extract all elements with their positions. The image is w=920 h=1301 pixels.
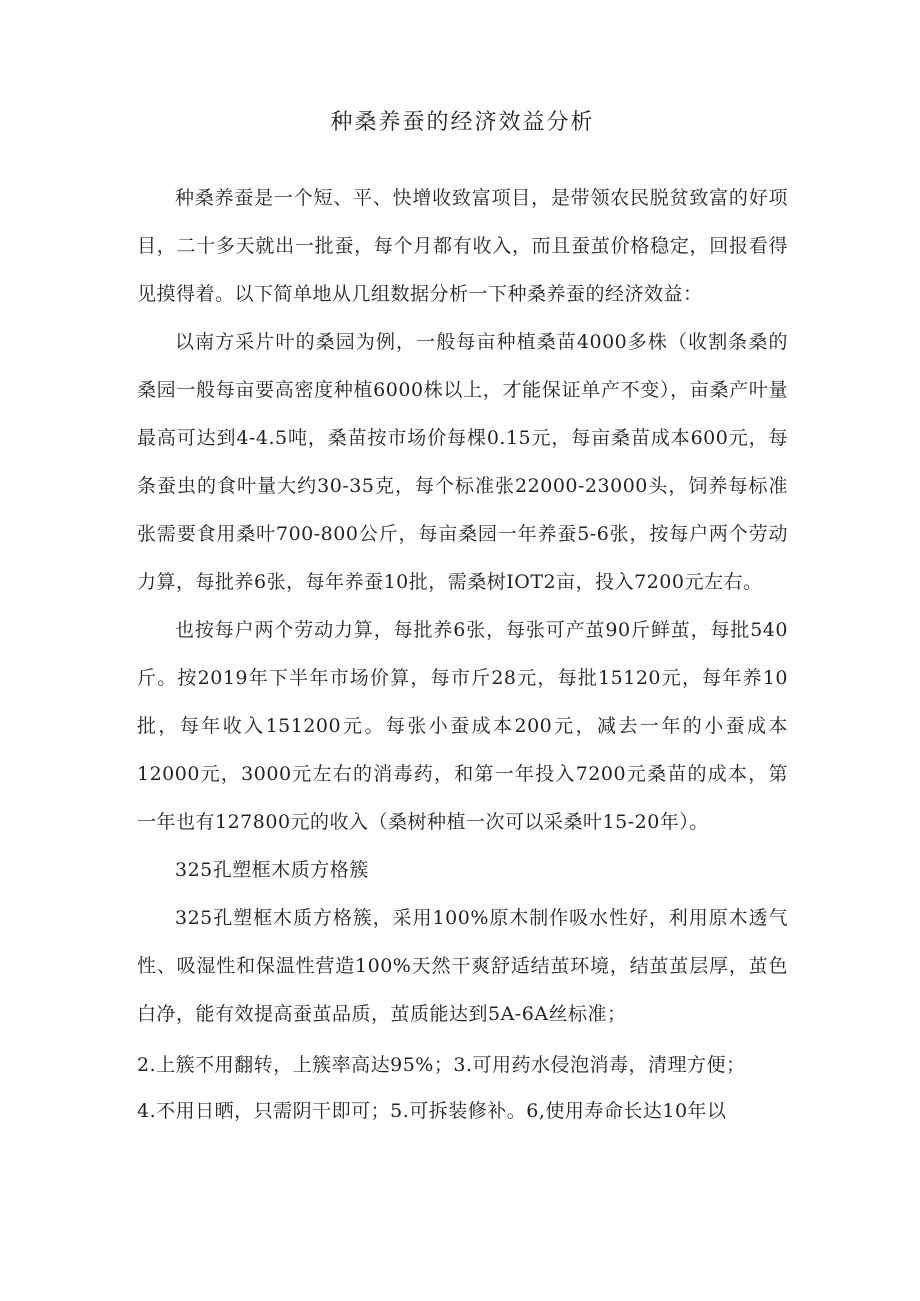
paragraph-income: 也按每户两个劳动力算，每批养6张，每张可产茧90斤鲜茧，每批540斤。按2019年下半年市场价算，每市斤28元，每批15120元，每年养10批，每年收入151200元。每张小蚕成本200元，减去一年的小蚕成本12000元，3000元左右的消毒药，和第一年投入7200元桑苗的成本，第一年也有127800元的收入（桑树种植一次可以采桑叶15-20年）。 <box>137 619 788 833</box>
list-line-1: 2.上簇不用翻转，上簇率高达95%；3.可用药水侵泡消毒，清理方便； <box>137 1054 746 1076</box>
list-line-2: 4.不用日晒，只需阴干即可；5.可拆装修补。6,使用寿命长达10年以 <box>137 1100 727 1122</box>
paragraph-planting-cost: 以南方采片叶的桑园为例，一般每亩种植桑苗4000多株（收割条桑的桑园一般每亩要高密度种植6000株以上，才能保证单产不变），亩桑产叶量最高可达到4-4.5吨，桑苗按市场价每棵0.15元，每亩桑苗成本600元，每条蚕虫的食叶量大约30-35克，每个标准张22000-23000头，饲养每标准张需要食用桑叶700-800公斤，每亩桑园一年养蚕5-6张，按每户两个劳动力算，每批养6张，每年养蚕10批，需桑树IOT2亩，投入7200元左右。 <box>137 331 788 593</box>
paragraph-intro: 种桑养蚕是一个短、平、快增收致富项目，是带领农民脱贫致富的好项目，二十多天就出一批蚕，每个月都有收入，而且蚕茧价格稳定，回报看得见摸得着。以下简单地从几组数据分析一下种桑养蚕的经济效益： <box>137 187 788 305</box>
document-title: 种桑养蚕的经济效益分析 <box>330 110 595 135</box>
section-heading-cocoon-frame: 325孔塑框木质方格簇 <box>175 859 369 881</box>
paragraph-cocoon-frame: 325孔塑框木质方格簇，采用100%原木制作吸水性好，利用原木透气性、吸湿性和保温性营造100%天然干爽舒适结茧环境，结茧茧层厚，茧色白净，能有效提高蚕茧品质，茧质能达到5A-6A丝标准； <box>137 907 788 1025</box>
